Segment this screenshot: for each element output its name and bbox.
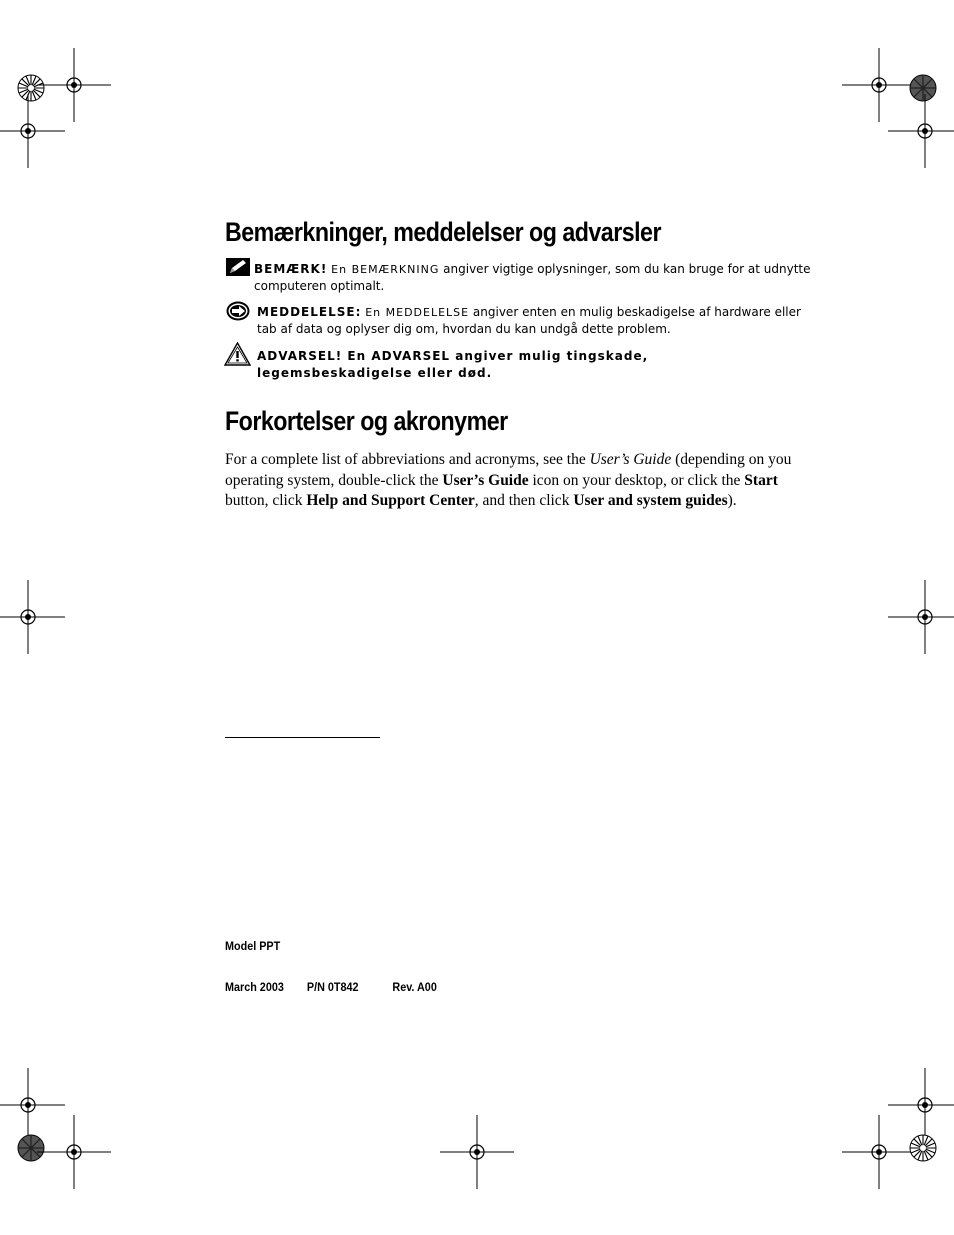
notice-keyword: En MEDDELELSE [365, 306, 470, 319]
notice-text: angiver enten en mulig beskadigelse af hardware eller tab af data og oplyser dig om, hvordan du kan undgå dette problem. [257, 305, 801, 336]
note-keyword: En BEMÆRKNING [331, 263, 440, 276]
user-system-guides-name: User and system guides [573, 492, 728, 509]
section-heading-abbreviations: Forkortelser og akronymer [225, 406, 508, 436]
para-text-3: icon on your desktop, or click the [528, 471, 745, 489]
para-text-1: For a complete list of abbreviations and acronyms, see the [225, 451, 590, 468]
help-support-center-name: Help and Support Center [306, 492, 475, 509]
revision: Rev. A00 [392, 980, 437, 994]
para-text-6: ). [727, 492, 737, 509]
para-text-4: button, click [225, 492, 307, 509]
users-guide-icon-name: User’s Guide [442, 471, 529, 489]
note-pencil-icon [226, 258, 250, 276]
users-guide-title: User’s Guide [589, 451, 672, 468]
note-text: angiver vigtige oplysninger, som du kan bruge for at udnytte computeren optimalt. [254, 262, 811, 293]
start-button-name: Start [744, 471, 778, 489]
note-label: BEMÆRK! [254, 262, 328, 276]
publication-info [225, 980, 437, 994]
warning-triangle-icon [224, 342, 251, 366]
publication-date: March 2003 [225, 980, 284, 994]
notice-arrow-icon [226, 301, 250, 321]
footnote-rule [225, 737, 380, 738]
model-number: Model PPT [225, 939, 281, 953]
para-text-2: (depending on you operating system, double-click the [225, 451, 792, 489]
notice-label: MEDDELELSE: [257, 305, 362, 319]
para-text-5: , and then click [474, 492, 574, 509]
abbreviations-paragraph [225, 450, 795, 512]
warning-label: ADVARSEL! [257, 349, 343, 363]
part-number: P/N 0T842 [306, 980, 359, 994]
warning-text: En ADVARSEL angiver mulig tingskade, legemsbeskadigelse eller død. [257, 349, 649, 380]
section-heading-notices: Bemærkninger, meddelelser og advarsler [225, 217, 661, 247]
